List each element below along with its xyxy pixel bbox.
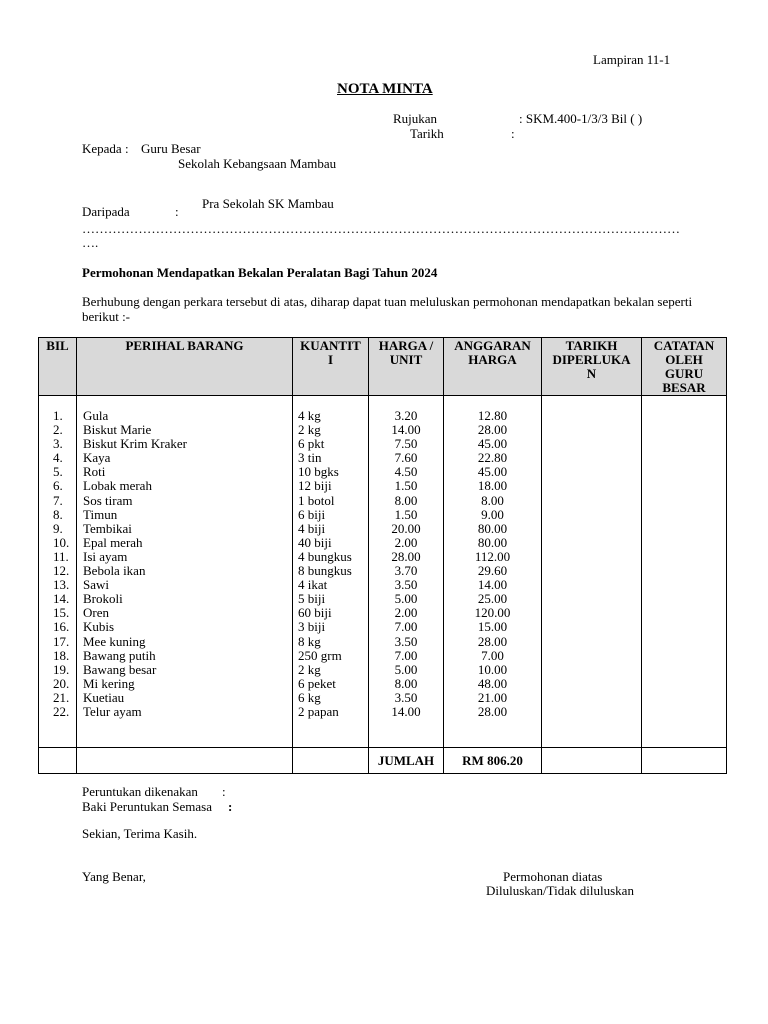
sender-value: Pra Sekolah SK Mambau xyxy=(202,196,334,211)
table-cell-item: Oren xyxy=(83,605,109,621)
table-cell-item: Kubis xyxy=(83,619,115,635)
table-cell-item: Epal merah xyxy=(83,534,143,550)
table-cell-qty: 60 biji xyxy=(298,605,332,621)
table-cell-bil: 10. xyxy=(53,534,70,550)
document-title: NOTA MINTA xyxy=(337,81,433,97)
table-cell-unit_price: 8.00 xyxy=(394,492,418,508)
table-cell-total: 28.00 xyxy=(477,703,508,719)
table-cell-unit_price: 5.00 xyxy=(394,661,418,677)
table-cell-bil: 20. xyxy=(53,675,70,691)
table-cell-bil: 21. xyxy=(53,689,70,705)
table-cell-total: 8.00 xyxy=(481,492,504,508)
table-cell-unit_price: 3.50 xyxy=(394,689,418,705)
table-cell-unit_price: 7.60 xyxy=(394,450,418,466)
table-cell-bil: 2. xyxy=(53,422,63,438)
table-cell-qty: 4 biji xyxy=(298,520,326,536)
table-cell-total: 12.80 xyxy=(477,408,508,423)
approval-options: Diluluskan/Tidak diluluskan xyxy=(486,883,634,898)
table-cell-qty: 5 biji xyxy=(298,591,326,607)
table-items-row xyxy=(39,396,727,748)
table-cell-qty: 6 biji xyxy=(298,506,326,522)
table-cell-bil: 7. xyxy=(53,492,63,508)
table-cell-qty: 40 biji xyxy=(298,534,332,550)
total-value: RM 806.20 xyxy=(444,748,542,774)
table-cell-qty: 3 biji xyxy=(298,619,326,635)
recipient-label: Kepada : xyxy=(82,141,129,156)
header-perihal: PERIHAL BARANG xyxy=(77,338,293,396)
table-total-row xyxy=(39,748,727,774)
table-cell-unit_price: 1.50 xyxy=(394,478,418,494)
table-cell-item: Bawang putih xyxy=(83,647,156,663)
table-cell-bil: 19. xyxy=(53,661,70,677)
table-cell-item: Kaya xyxy=(83,450,111,466)
header-tarikh-diperlukan: TARIKH DIPERLUKA N xyxy=(542,338,642,396)
table-cell-total: 29.60 xyxy=(477,563,508,579)
table-cell-unit_price: 2.00 xyxy=(394,605,418,621)
table-cell-bil: 15. xyxy=(53,605,70,621)
table-cell-total: 112.00 xyxy=(474,548,511,564)
table-cell-bil: 4. xyxy=(53,450,63,466)
table-cell-bil: 1. xyxy=(53,408,63,423)
table-cell-item: Biskut Marie xyxy=(83,422,152,438)
bil-column xyxy=(39,396,77,748)
table-cell-item: Roti xyxy=(83,464,106,480)
table-cell-total: 9.00 xyxy=(481,506,504,522)
table-cell-item: Timun xyxy=(83,506,118,522)
harga-column xyxy=(369,396,444,748)
perihal-column xyxy=(77,396,293,748)
table-cell-bil: 5. xyxy=(53,464,63,480)
table-cell-total: 14.00 xyxy=(477,577,508,593)
closing-text: Sekian, Terima Kasih. xyxy=(82,826,198,841)
table-cell-unit_price: 7.00 xyxy=(394,647,418,663)
recipient-school: Sekolah Kebangsaan Mambau xyxy=(178,156,337,171)
table-cell-total: 10.00 xyxy=(477,661,508,677)
allocation-label: Peruntukan dikenakan xyxy=(82,784,198,799)
table-cell-unit_price: 3.50 xyxy=(394,577,418,593)
date-label: Tarikh xyxy=(410,126,444,141)
table-cell-unit_price: 14.00 xyxy=(391,703,421,719)
table-cell-qty: 6 peket xyxy=(298,675,336,691)
table-cell-total: 22.80 xyxy=(477,450,508,466)
table-cell-unit_price: 3.70 xyxy=(394,563,418,579)
table-cell-total: 120.00 xyxy=(474,605,511,621)
date-colon: : xyxy=(511,126,515,141)
header-kuantiti: KUANTIT I xyxy=(293,338,369,396)
sender-colon: : xyxy=(175,204,179,219)
approval-label: Permohonan diatas xyxy=(503,869,603,884)
table-cell-qty: 8 bungkus xyxy=(298,563,352,579)
table-cell-total: 28.00 xyxy=(477,633,508,649)
intro-text-end: berikut :- xyxy=(82,309,131,324)
dotted-line-end: …. xyxy=(82,235,99,250)
table-cell-bil: 18. xyxy=(53,647,70,663)
table-cell-unit_price: 14.00 xyxy=(391,422,421,438)
subject-line: Permohonan Mendapatkan Bekalan Peralatan Bagi Tahun 2024 xyxy=(82,265,438,280)
table-cell-total: 25.00 xyxy=(477,591,508,607)
table-cell-item: Sawi xyxy=(83,577,109,593)
table-cell-total: 45.00 xyxy=(477,436,508,452)
table-cell-qty: 4 ikat xyxy=(298,577,328,593)
table-cell-total: 28.00 xyxy=(477,422,508,438)
table-cell-bil: 12. xyxy=(53,563,70,579)
table-cell-unit_price: 8.00 xyxy=(394,675,418,691)
anggaran-column xyxy=(444,396,542,748)
header-harga-unit: HARGA / UNIT xyxy=(369,338,444,396)
table-cell-qty: 6 kg xyxy=(298,689,321,705)
table-cell-total: 21.00 xyxy=(477,689,508,705)
table-cell-qty: 3 tin xyxy=(298,450,322,466)
table-cell-unit_price: 3.20 xyxy=(394,408,418,423)
table-cell-bil: 6. xyxy=(53,478,63,494)
attachment-label: Lampiran 11-1 xyxy=(593,52,671,67)
table-cell-item: Mee kuning xyxy=(83,633,146,649)
table-cell-unit_price: 3.50 xyxy=(394,633,418,649)
table-cell-bil: 16. xyxy=(53,619,70,635)
table-cell-qty: 4 bungkus xyxy=(298,548,352,564)
table-cell-bil: 13. xyxy=(53,577,70,593)
balance-label: Baki Peruntukan Semasa xyxy=(82,799,212,814)
table-cell-total: 48.00 xyxy=(477,675,508,691)
table-cell-item: Bebola ikan xyxy=(83,563,146,579)
allocation-colon: : xyxy=(222,784,226,799)
table-cell-qty: 2 kg xyxy=(298,422,321,438)
reference-label: Rujukan xyxy=(393,111,438,126)
table-cell-item: Tembikai xyxy=(83,520,132,536)
table-cell-unit_price: 7.00 xyxy=(394,619,418,635)
table-cell-item: Gula xyxy=(83,408,109,423)
catatan-column xyxy=(642,396,727,748)
table-cell-item: Isi ayam xyxy=(83,548,128,564)
table-cell-qty: 2 kg xyxy=(298,661,321,677)
table-cell-qty: 1 botol xyxy=(298,492,335,508)
table-cell-total: 80.00 xyxy=(477,520,508,536)
dotted-line: ………………………………………………………………………………………………………………………… xyxy=(82,222,680,236)
table-cell-bil: 8. xyxy=(53,506,63,522)
table-cell-qty: 8 kg xyxy=(298,633,321,649)
table-cell-item: Lobak merah xyxy=(83,478,152,494)
table-cell-qty: 6 pkt xyxy=(298,436,325,452)
table-cell-item: Sos tiram xyxy=(83,492,133,508)
table-cell-unit_price: 1.50 xyxy=(394,506,418,522)
sender-label: Daripada xyxy=(82,204,130,219)
items-table xyxy=(38,337,727,774)
table-cell-bil: 17. xyxy=(53,633,70,649)
table-cell-item: Bawang besar xyxy=(83,661,157,677)
table-cell-bil: 9. xyxy=(53,520,63,536)
table-cell-item: Telur ayam xyxy=(83,703,142,719)
table-cell-total: 15.00 xyxy=(477,619,508,635)
table-cell-total: 80.00 xyxy=(477,534,508,550)
table-cell-item: Brokoli xyxy=(83,591,123,607)
tarikh-column xyxy=(542,396,642,748)
total-label: JUMLAH xyxy=(369,748,444,774)
table-cell-bil: 11. xyxy=(53,548,69,564)
table-cell-unit_price: 5.00 xyxy=(394,591,418,607)
table-cell-qty: 12 biji xyxy=(298,478,332,494)
table-cell-item: Mi kering xyxy=(83,675,135,691)
table-cell-total: 45.00 xyxy=(477,464,508,480)
table-cell-unit_price: 20.00 xyxy=(391,520,421,536)
table-cell-total: 7.00 xyxy=(481,647,504,663)
table-cell-bil: 22. xyxy=(53,703,70,719)
table-cell-qty: 250 grm xyxy=(298,647,342,663)
table-cell-bil: 14. xyxy=(53,591,70,607)
kuantiti-column xyxy=(293,396,369,748)
header-bil: BIL xyxy=(39,338,77,396)
table-cell-unit_price: 7.50 xyxy=(394,436,418,452)
table-cell-qty: 10 bgks xyxy=(298,464,339,480)
table-cell-item: Biskut Krim Kraker xyxy=(83,436,187,452)
table-cell-qty: 4 kg xyxy=(298,408,321,423)
table-header-row xyxy=(39,338,727,396)
table-cell-bil: 3. xyxy=(53,436,63,452)
table-cell-unit_price: 28.00 xyxy=(391,548,421,564)
header-anggaran-harga: ANGGARAN HARGA xyxy=(444,338,542,396)
header-catatan: CATATAN OLEH GURU BESAR xyxy=(642,338,727,396)
table-cell-qty: 2 papan xyxy=(298,703,339,719)
balance-colon: : xyxy=(228,799,233,814)
signoff-text: Yang Benar, xyxy=(82,869,146,884)
reference-value: : SKM.400-1/3/3 Bil ( ) xyxy=(519,111,643,126)
intro-text: Berhubung dengan perkara tersebut di atas, diharap dapat tuan meluluskan permohonan mendapatkan bekalan seperti xyxy=(82,294,693,309)
table-cell-unit_price: 4.50 xyxy=(394,464,418,480)
table-cell-total: 18.00 xyxy=(477,478,508,494)
table-cell-item: Kuetiau xyxy=(83,689,125,705)
recipient-value: Guru Besar xyxy=(141,141,201,156)
table-cell-unit_price: 2.00 xyxy=(394,534,418,550)
